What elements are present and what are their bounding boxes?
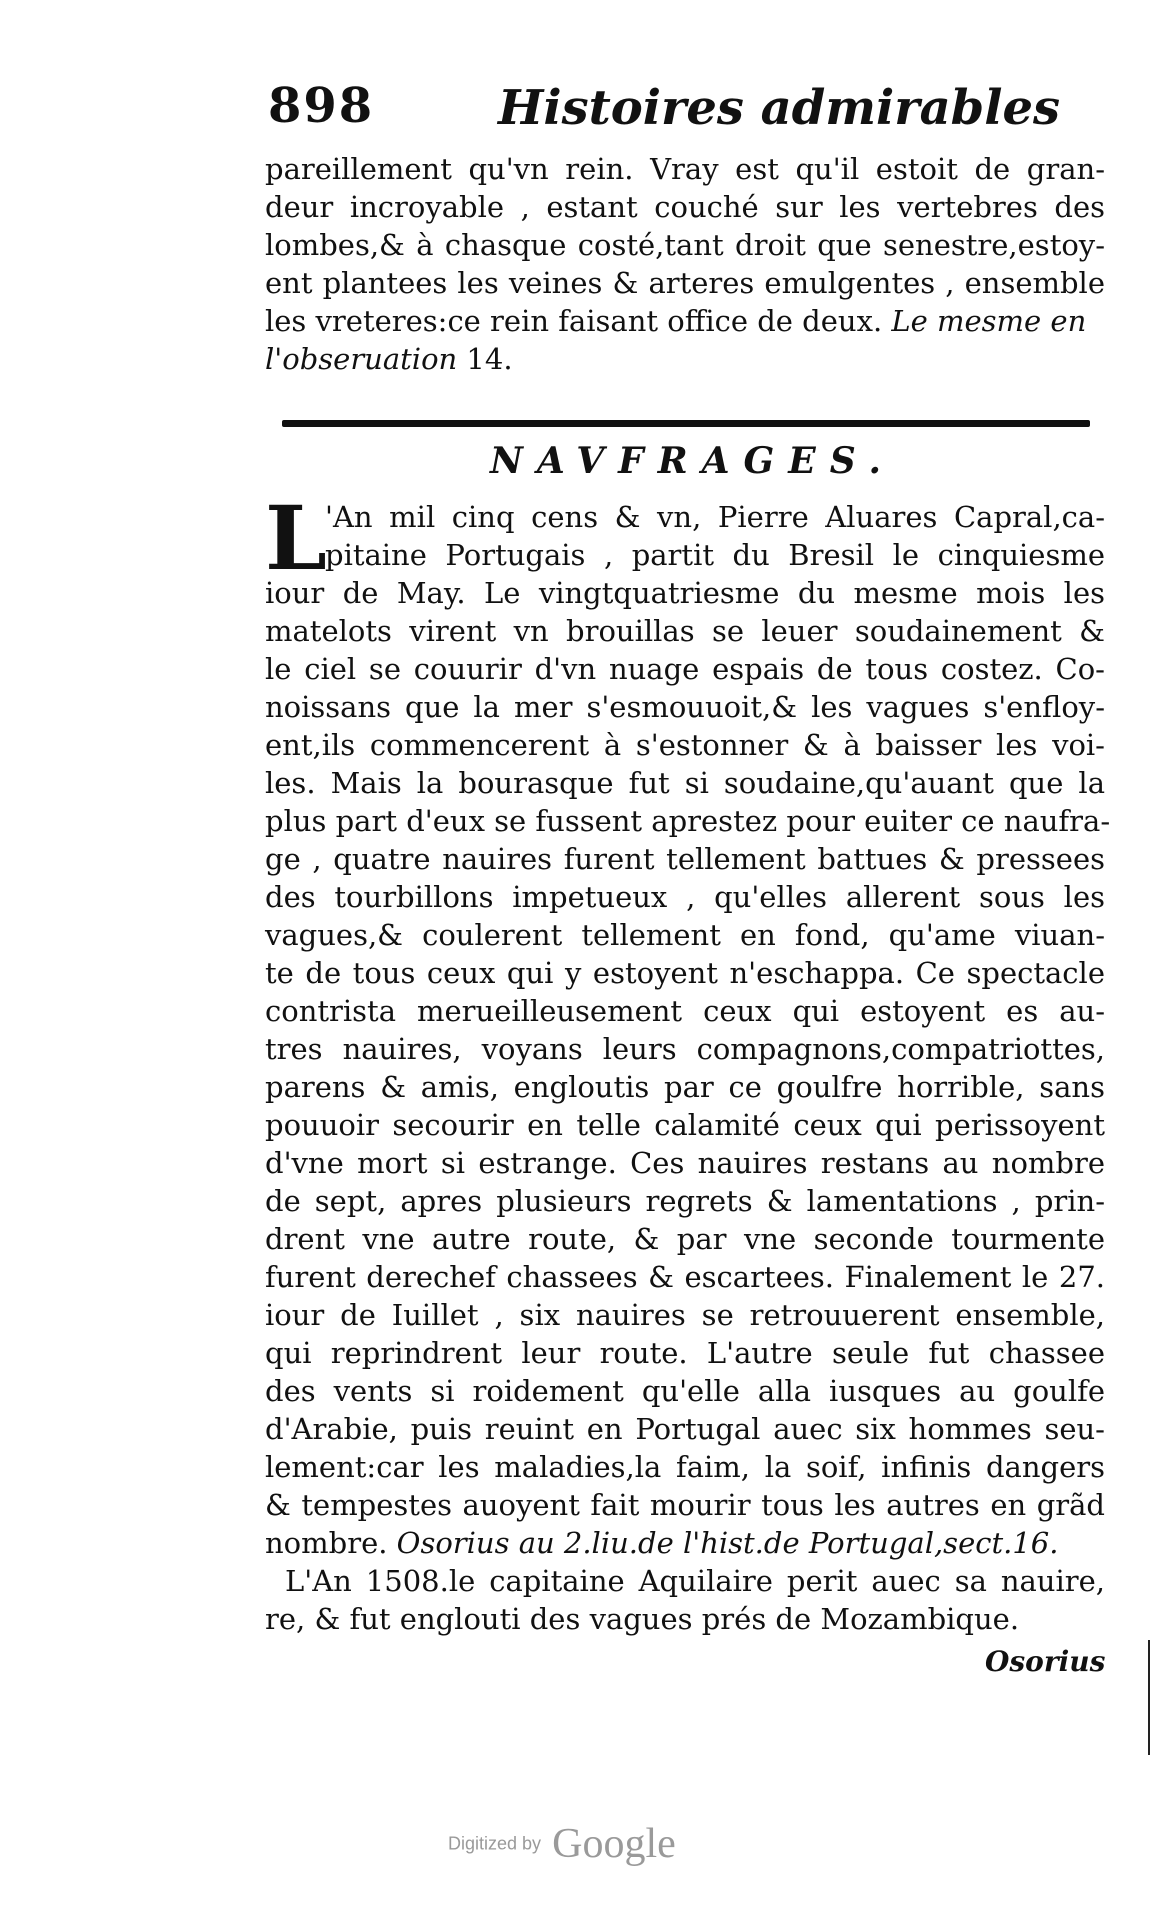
section-title: NAVFRAGES. [490, 440, 895, 482]
text-line: drent vne autre route, & par vne seconde tourmente [265, 1222, 1105, 1256]
text-line: L'An 1508.le capitaine Aquilaire perit auec sa nauire, [285, 1564, 1105, 1598]
running-head: Histoires admirables [498, 80, 1061, 136]
text-line: noissans que la mer s'esmouuoit,& les vagues s'enfloy- [265, 690, 1105, 724]
text-span: 14. [457, 342, 513, 376]
text-line: pitaine Portugais , partit du Bresil le cinquiesme [325, 538, 1105, 572]
text-line: deur incroyable , estant couché sur les vertebres des [265, 190, 1105, 224]
text-line: tres nauires, voyans leurs compagnons,compatriottes, [265, 1032, 1105, 1066]
digitization-watermark [448, 1820, 676, 1868]
text-line: le ciel se couurir d'vn nuage espais de tous costez. Co- [265, 652, 1105, 686]
text-line: parens & amis, engloutis par ce goulfre horrible, sans [265, 1070, 1105, 1104]
text-line [265, 340, 1105, 378]
text-line: les. Mais la bourasque fut si soudaine,qu'auant que la [265, 766, 1105, 800]
text-line: vagues,& coulerent tellement en fond, qu'ame viuan- [265, 918, 1105, 952]
text-line [265, 302, 1105, 340]
page-header [268, 78, 1108, 148]
text-line: iour de May. Le vingtquatriesme du mesme mois les [265, 576, 1105, 610]
text-span: 'An mil cinq cens & vn, Pierre Aluares Capral,ca- [325, 500, 1105, 534]
text-line: ent,ils commencerent à s'estonner & à baisser les voi- [265, 728, 1105, 762]
google-logo: Google [552, 1821, 676, 1867]
citation: Osorius au 2.liu.de l'hist.de Portugal,sect.16. [387, 1526, 1059, 1560]
margin-mark [1148, 1640, 1150, 1755]
text-line: & tempestes auoyent fait mourir tous les autres en grãd [265, 1488, 1105, 1522]
text-line: pareillement qu'vn rein. Vray est qu'il estoit de gran- [265, 152, 1105, 186]
watermark-prefix: Digitized by [448, 1833, 542, 1854]
citation: l'obseruation [265, 342, 458, 376]
text-line: plus part d'eux se fussent aprestez pour euiter ce naufra- [265, 804, 1111, 838]
catchword: Osorius [985, 1645, 1106, 1678]
text-line: furent derechef chassees & escartees. Finalement le 27. [265, 1260, 1105, 1294]
text-line: iour de Iuillet , six nauires se retrouuerent ensemble, [265, 1298, 1105, 1332]
text-line [265, 1524, 1105, 1562]
text-line: matelots virent vn brouillas se leuer soudainement & [265, 614, 1105, 648]
text-line: ent plantees les veines & arteres emulgentes , ensemble [265, 266, 1105, 300]
text-line: te de tous ceux qui y estoyent n'eschappa. Ce spectacle [265, 956, 1105, 990]
paragraph-2 [265, 486, 1111, 1638]
text-line: de sept, apres plusieurs regrets & lamentations , prin- [265, 1184, 1105, 1218]
text-line: pouuoir secourir en telle calamité ceux qui perissoyent [265, 1108, 1105, 1142]
text-span: nombre. [265, 1526, 388, 1560]
text-line: des tourbillons impetueux , qu'elles allerent sous les [265, 880, 1105, 914]
paragraph-1 [265, 150, 1105, 378]
section-divider [282, 420, 1090, 427]
text-line: d'Arabie, puis reuint en Portugal auec six hommes seu- [265, 1412, 1105, 1446]
page-number: 898 [268, 78, 375, 134]
text-line: d'vne mort si estrange. Ces nauires restans au nombre [265, 1146, 1105, 1180]
text-line: ge , quatre nauires furent tellement battues & pressees [265, 842, 1105, 876]
text-line: lement:car les maladies,la faim, la soif, infinis dangers [265, 1450, 1105, 1484]
text-line: contrista merueilleusement ceux qui estoyent es au- [265, 994, 1105, 1028]
text-line: re, & fut englouti des vagues prés de Mozambique. [265, 1602, 1020, 1636]
text-line: des vents si roidement qu'elle alla iusques au goulfe [265, 1374, 1105, 1408]
text-line: qui reprindrent leur route. L'autre seule fut chassee [265, 1336, 1105, 1370]
citation: Le mesme en [882, 304, 1087, 338]
text-span: les vreteres:ce rein faisant office de deux. [265, 304, 883, 338]
text-line: lombes,& à chasque costé,tant droit que senestre,estoy- [265, 228, 1105, 262]
drop-cap: L [265, 486, 327, 590]
